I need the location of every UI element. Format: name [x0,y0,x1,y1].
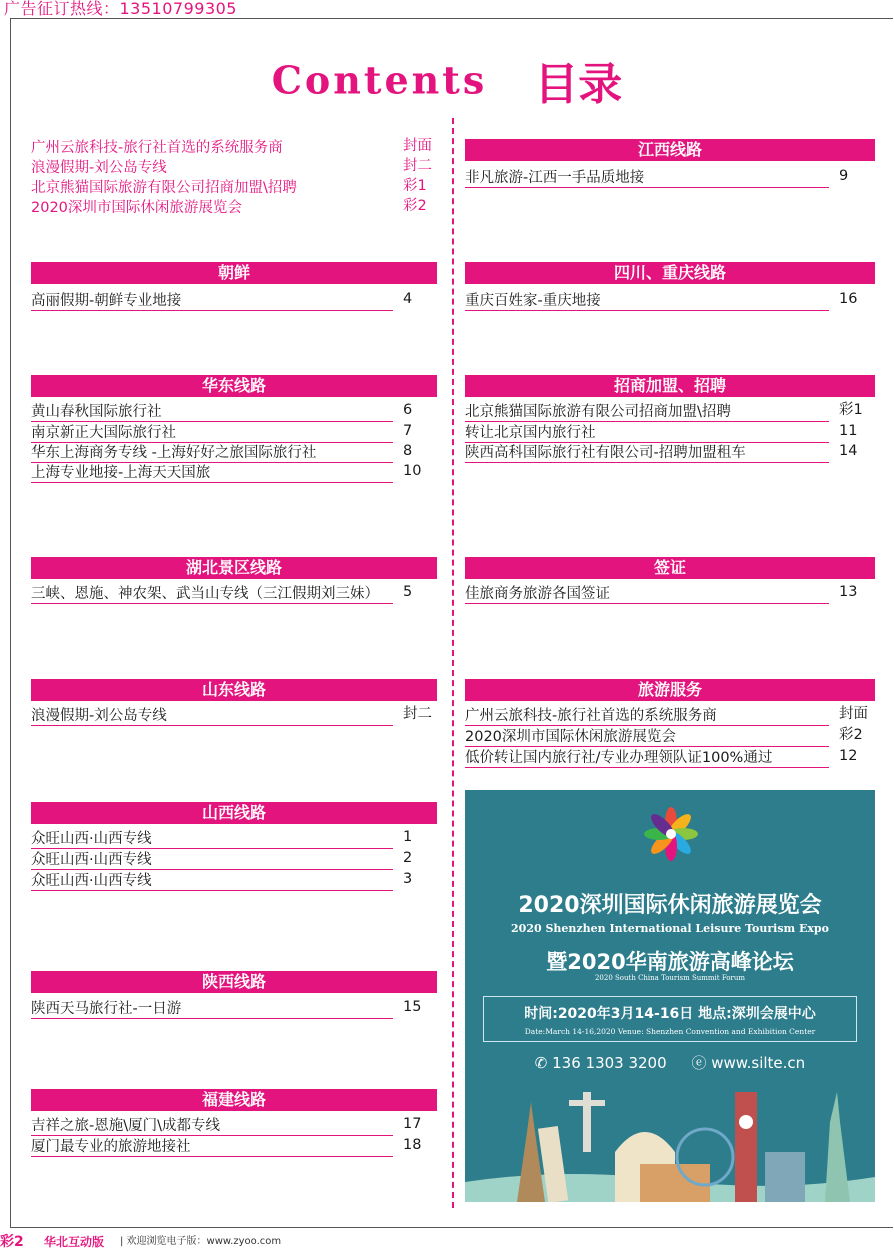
toc-entry[interactable]: 陕西天马旅行社-一日游 15 [31,999,422,1017]
toc-entry[interactable]: 三峡、恩施、神农架、武当山专线（三江假期刘三妹） 5 [31,584,413,602]
section-header-fujian: 福建线路 [31,1089,437,1111]
expo-title-zh: 2020深圳国际休闲旅游展览会 [518,893,822,918]
toc-entry[interactable]: 转让北京国内旅行社 11 [465,423,858,441]
expo-date-zh: 时间:2020年3月14-16日 地点:深圳会展中心 [524,1006,816,1022]
toc-entry[interactable]: 北京熊猫国际旅游有限公司招商加盟\招聘 彩1 [465,402,863,420]
expo-flower-logo-icon [643,806,699,862]
footer-edition: 华北互动版 [44,1235,105,1249]
forum-title-en: 2020 South China Tourism Summit Forum [594,974,746,982]
toc-entry[interactable]: 众旺山西·山西专线 1 [31,829,413,847]
toc-entry[interactable]: 佳旅商务旅游各国签证 13 [465,584,858,602]
expo-date-en: Date:March 14-16,2020 Venue: Shenzhen Convention and Exhibition Center [524,1027,816,1036]
expo-phone[interactable]: ✆ 136 1303 3200 [534,1054,667,1072]
ad-hotline: 广告征订热线：13510799305 [4,0,237,18]
forum-title-zh: 暨2020华南旅游高峰论坛 [546,950,794,974]
toc-entry[interactable]: 广州云旅科技-旅行社首选的系统服务商 封面 [465,706,868,724]
section-header-shaanxi: 陕西线路 [31,971,437,993]
toc-entry[interactable]: 黄山春秋国际旅行社 6 [31,402,413,420]
toc-entry[interactable]: 非凡旅游-江西一手品质地接 9 [465,168,849,186]
toc-entry[interactable]: 华东上海商务专线 -上海好好之旅国际旅行社 8 [31,443,413,461]
right-column [465,0,875,790]
expo-title-en: 2020 Shenzhen International Leisure Tourism Expo [511,922,829,935]
toc-entry[interactable]: 重庆百姓家-重庆地接 16 [465,291,858,309]
landmarks-skyline-illustration [465,1072,875,1202]
left-column [31,0,437,1250]
toc-entry[interactable]: 低价转让国内旅行社/专业办理领队证100%通过 12 [465,748,858,766]
section-header-east-china: 华东线路 [31,375,437,397]
expo-contact [465,1052,875,1073]
intro-entry[interactable]: 2020深圳市国际休闲旅游展览会 彩2 [31,198,427,216]
toc-entry[interactable]: 吉祥之旅-恩施\厦门\成都专线 17 [31,1116,422,1134]
intro-entry[interactable]: 广州云旅科技-旅行社首选的系统服务商 封面 [31,138,432,156]
footer-page-number: 彩2 [0,1234,24,1250]
title-chinese: 目录 [534,59,623,110]
section-header-hubei: 湖北景区线路 [31,557,437,579]
intro-entry[interactable]: 北京熊猫国际旅游有限公司招商加盟\招聘 彩1 [31,178,427,196]
section-header-korea: 朝鲜 [31,262,437,284]
page-footer [0,1234,894,1250]
title-english: Contents [271,57,488,103]
toc-entry[interactable]: 南京新正大国际旅行社 7 [31,423,413,441]
toc-entry[interactable]: 厦门最专业的旅游地接社 18 [31,1137,422,1155]
section-header-jiangxi: 江西线路 [465,139,875,161]
toc-entry[interactable]: 陕西高科国际旅行社有限公司-招聘加盟租车 14 [465,443,858,461]
section-header-visa: 签证 [465,557,875,579]
toc-entry[interactable]: 众旺山西·山西专线 3 [31,871,413,889]
toc-entry[interactable]: 浪漫假期-刘公岛专线 封二 [31,706,432,724]
expo-website[interactable]: ⓔ www.silte.cn [691,1054,806,1072]
section-header-sichuan-chongqing: 四川、重庆线路 [465,262,875,284]
toc-entry[interactable]: 上海专业地接-上海天天国旅 10 [31,463,422,481]
section-header-shandong: 山东线路 [31,679,437,701]
section-header-shanxi: 山西线路 [31,802,437,824]
toc-entry[interactable]: 2020深圳市国际休闲旅游展览会 彩2 [465,727,863,745]
section-header-travel-services: 旅游服务 [465,679,875,701]
column-divider [452,118,454,1208]
toc-entry[interactable]: 高丽假期-朝鲜专业地接 4 [31,291,413,309]
expo-advertisement[interactable] [465,790,875,1202]
toc-entry[interactable]: 众旺山西·山西专线 2 [31,850,413,868]
expo-date-venue-box [483,996,857,1042]
section-header-franchise: 招商加盟、招聘 [465,375,875,397]
intro-entry[interactable]: 浪漫假期-刘公岛专线 封二 [31,158,432,176]
footer-website[interactable]: | 欢迎浏览电子版：www.zyoo.com [120,1236,282,1247]
